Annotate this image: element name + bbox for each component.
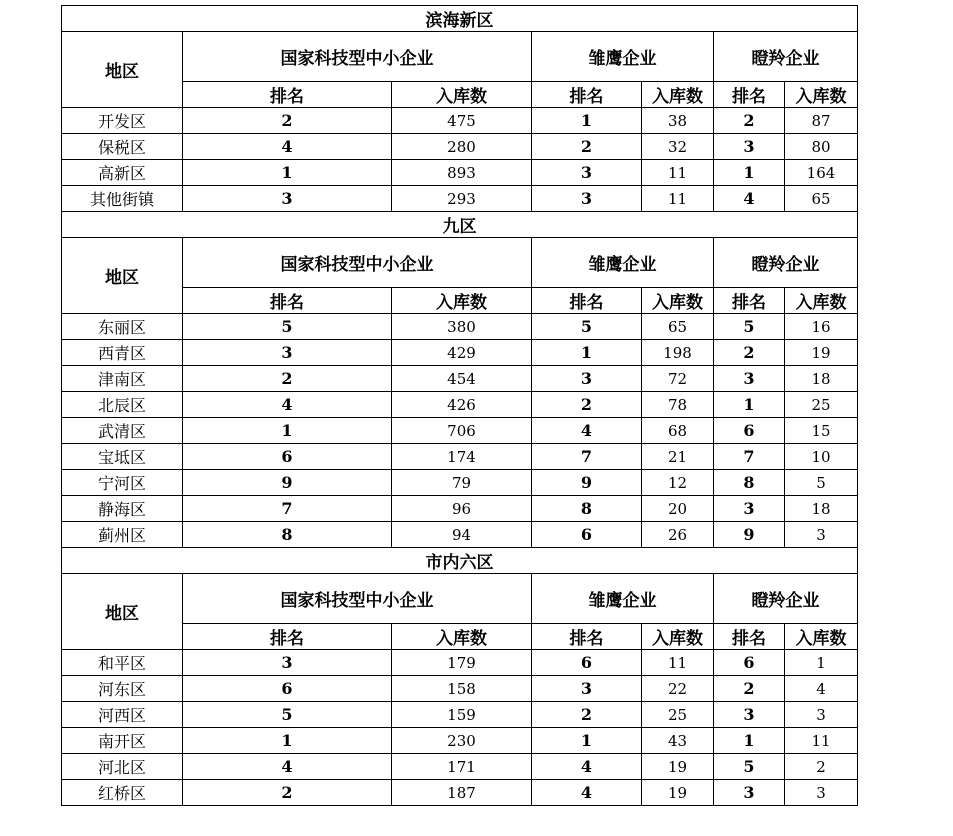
rank-cell: 4	[183, 134, 392, 160]
rank-cell: 7	[532, 444, 642, 470]
count-cell: 19	[642, 754, 714, 780]
count-cell: 3	[785, 702, 858, 728]
count-cell: 174	[392, 444, 532, 470]
count-cell: 159	[392, 702, 532, 728]
table-row	[62, 314, 858, 340]
rank-cell: 9	[714, 522, 785, 548]
rank-header: 排名	[532, 288, 642, 314]
count-cell: 3	[785, 780, 858, 806]
count-cell: 198	[642, 340, 714, 366]
table-row	[62, 366, 858, 392]
count-cell: 25	[642, 702, 714, 728]
table-row	[62, 392, 858, 418]
rank-cell: 8	[714, 470, 785, 496]
region-header: 地区	[62, 238, 183, 314]
section-title: 滨海新区	[62, 6, 858, 32]
group-header-gazelle: 瞪羚企业	[714, 574, 858, 624]
rank-cell: 3	[714, 366, 785, 392]
rank-cell: 2	[532, 702, 642, 728]
rank-cell: 1	[183, 160, 392, 186]
count-cell: 426	[392, 392, 532, 418]
count-cell: 5	[785, 470, 858, 496]
rank-cell: 5	[183, 314, 392, 340]
region-header: 地区	[62, 32, 183, 108]
rank-cell: 3	[183, 186, 392, 212]
table-row	[62, 418, 858, 444]
table-row	[62, 676, 858, 702]
count-cell: 25	[785, 392, 858, 418]
count-cell: 18	[785, 366, 858, 392]
region-cell: 河北区	[62, 754, 183, 780]
group-header-tech-sme: 国家科技型中小企业	[183, 574, 532, 624]
region-cell: 北辰区	[62, 392, 183, 418]
rank-cell: 4	[532, 418, 642, 444]
rank-cell: 3	[714, 134, 785, 160]
region-cell: 南开区	[62, 728, 183, 754]
rank-cell: 6	[714, 418, 785, 444]
count-cell: 22	[642, 676, 714, 702]
count-cell: 43	[642, 728, 714, 754]
count-header: 入库数	[392, 624, 532, 650]
count-cell: 11	[642, 186, 714, 212]
rank-cell: 3	[714, 496, 785, 522]
table-row	[62, 186, 858, 212]
rank-cell: 5	[183, 702, 392, 728]
rank-cell: 1	[714, 392, 785, 418]
rank-cell: 2	[714, 340, 785, 366]
region-cell: 高新区	[62, 160, 183, 186]
group-header-tech-sme: 国家科技型中小企业	[183, 32, 532, 82]
table-row	[62, 728, 858, 754]
count-cell: 380	[392, 314, 532, 340]
rank-cell: 2	[532, 392, 642, 418]
rank-header: 排名	[183, 624, 392, 650]
rank-cell: 3	[183, 650, 392, 676]
table-row	[62, 108, 858, 134]
count-cell: 18	[785, 496, 858, 522]
count-cell: 12	[642, 470, 714, 496]
count-cell: 19	[785, 340, 858, 366]
rank-cell: 4	[714, 186, 785, 212]
region-cell: 东丽区	[62, 314, 183, 340]
rank-cell: 6	[183, 676, 392, 702]
rank-cell: 3	[714, 780, 785, 806]
region-cell: 和平区	[62, 650, 183, 676]
region-cell: 其他街镇	[62, 186, 183, 212]
count-cell: 16	[785, 314, 858, 340]
count-cell: 94	[392, 522, 532, 548]
rank-cell: 1	[532, 728, 642, 754]
table-row	[62, 470, 858, 496]
count-cell: 87	[785, 108, 858, 134]
rank-cell: 1	[714, 160, 785, 186]
count-cell: 280	[392, 134, 532, 160]
rank-cell: 2	[183, 108, 392, 134]
rank-cell: 7	[183, 496, 392, 522]
rank-cell: 3	[532, 160, 642, 186]
rank-cell: 2	[532, 134, 642, 160]
count-cell: 11	[642, 650, 714, 676]
section-title: 市内六区	[62, 548, 858, 574]
section-title-row	[62, 6, 858, 32]
rank-cell: 5	[714, 754, 785, 780]
count-header: 入库数	[642, 82, 714, 108]
rank-cell: 9	[532, 470, 642, 496]
region-cell: 宝坻区	[62, 444, 183, 470]
rank-cell: 2	[714, 108, 785, 134]
count-cell: 179	[392, 650, 532, 676]
section-title: 九区	[62, 212, 858, 238]
count-header: 入库数	[785, 624, 858, 650]
rank-header: 排名	[532, 624, 642, 650]
rank-cell: 1	[532, 340, 642, 366]
count-cell: 4	[785, 676, 858, 702]
count-cell: 26	[642, 522, 714, 548]
count-cell: 78	[642, 392, 714, 418]
count-cell: 893	[392, 160, 532, 186]
count-cell: 3	[785, 522, 858, 548]
count-cell: 454	[392, 366, 532, 392]
table-row	[62, 340, 858, 366]
region-cell: 河东区	[62, 676, 183, 702]
count-header: 入库数	[392, 82, 532, 108]
group-header-eaglet: 雏鹰企业	[532, 32, 714, 82]
rank-cell: 6	[532, 650, 642, 676]
count-cell: 706	[392, 418, 532, 444]
count-cell: 11	[785, 728, 858, 754]
rank-cell: 4	[183, 392, 392, 418]
rank-cell: 6	[532, 522, 642, 548]
count-cell: 96	[392, 496, 532, 522]
count-header: 入库数	[785, 288, 858, 314]
group-header-row	[62, 32, 858, 82]
rank-cell: 6	[183, 444, 392, 470]
rank-cell: 3	[183, 340, 392, 366]
count-cell: 20	[642, 496, 714, 522]
count-cell: 21	[642, 444, 714, 470]
count-cell: 171	[392, 754, 532, 780]
group-header-gazelle: 瞪羚企业	[714, 32, 858, 82]
table-row	[62, 754, 858, 780]
count-cell: 475	[392, 108, 532, 134]
rank-cell: 3	[714, 702, 785, 728]
rank-cell: 3	[532, 186, 642, 212]
region-cell: 西青区	[62, 340, 183, 366]
count-cell: 164	[785, 160, 858, 186]
count-cell: 293	[392, 186, 532, 212]
table-row	[62, 522, 858, 548]
rank-cell: 7	[714, 444, 785, 470]
rank-cell: 6	[714, 650, 785, 676]
region-cell: 红桥区	[62, 780, 183, 806]
rank-header: 排名	[532, 82, 642, 108]
rank-header: 排名	[183, 82, 392, 108]
table-row	[62, 496, 858, 522]
rank-cell: 5	[714, 314, 785, 340]
table-row	[62, 444, 858, 470]
rank-header: 排名	[183, 288, 392, 314]
group-header-eaglet: 雏鹰企业	[532, 574, 714, 624]
table-row	[62, 702, 858, 728]
count-cell: 19	[642, 780, 714, 806]
group-header-row	[62, 574, 858, 624]
group-header-eaglet: 雏鹰企业	[532, 238, 714, 288]
rank-cell: 1	[532, 108, 642, 134]
count-cell: 80	[785, 134, 858, 160]
rank-cell: 1	[183, 728, 392, 754]
region-cell: 开发区	[62, 108, 183, 134]
count-cell: 10	[785, 444, 858, 470]
rank-cell: 9	[183, 470, 392, 496]
group-header-tech-sme: 国家科技型中小企业	[183, 238, 532, 288]
group-header-gazelle: 瞪羚企业	[714, 238, 858, 288]
table-row	[62, 134, 858, 160]
table-row	[62, 650, 858, 676]
count-cell: 79	[392, 470, 532, 496]
count-cell: 15	[785, 418, 858, 444]
rank-cell: 2	[714, 676, 785, 702]
count-cell: 230	[392, 728, 532, 754]
region-cell: 津南区	[62, 366, 183, 392]
rank-cell: 2	[183, 780, 392, 806]
rank-cell: 3	[532, 676, 642, 702]
count-cell: 65	[785, 186, 858, 212]
count-cell: 68	[642, 418, 714, 444]
region-cell: 保税区	[62, 134, 183, 160]
rank-cell: 8	[183, 522, 392, 548]
count-header: 入库数	[642, 624, 714, 650]
count-cell: 72	[642, 366, 714, 392]
count-header: 入库数	[392, 288, 532, 314]
rank-cell: 2	[183, 366, 392, 392]
region-cell: 蓟州区	[62, 522, 183, 548]
group-header-row	[62, 238, 858, 288]
section-title-row	[62, 212, 858, 238]
count-cell: 158	[392, 676, 532, 702]
count-cell: 1	[785, 650, 858, 676]
rank-cell: 4	[183, 754, 392, 780]
count-header: 入库数	[642, 288, 714, 314]
table-body	[62, 6, 858, 806]
count-cell: 11	[642, 160, 714, 186]
rank-cell: 1	[183, 418, 392, 444]
rank-header: 排名	[714, 82, 785, 108]
enterprise-ranking-table	[61, 5, 858, 806]
count-cell: 38	[642, 108, 714, 134]
count-cell: 2	[785, 754, 858, 780]
region-cell: 河西区	[62, 702, 183, 728]
rank-cell: 5	[532, 314, 642, 340]
count-cell: 65	[642, 314, 714, 340]
table-row	[62, 780, 858, 806]
count-cell: 429	[392, 340, 532, 366]
count-cell: 32	[642, 134, 714, 160]
section-title-row	[62, 548, 858, 574]
table-row	[62, 160, 858, 186]
rank-cell: 8	[532, 496, 642, 522]
count-cell: 187	[392, 780, 532, 806]
rank-cell: 1	[714, 728, 785, 754]
region-cell: 武清区	[62, 418, 183, 444]
region-header: 地区	[62, 574, 183, 650]
rank-header: 排名	[714, 624, 785, 650]
rank-header: 排名	[714, 288, 785, 314]
region-cell: 宁河区	[62, 470, 183, 496]
rank-cell: 3	[532, 366, 642, 392]
count-header: 入库数	[785, 82, 858, 108]
region-cell: 静海区	[62, 496, 183, 522]
rank-cell: 4	[532, 754, 642, 780]
rank-cell: 4	[532, 780, 642, 806]
